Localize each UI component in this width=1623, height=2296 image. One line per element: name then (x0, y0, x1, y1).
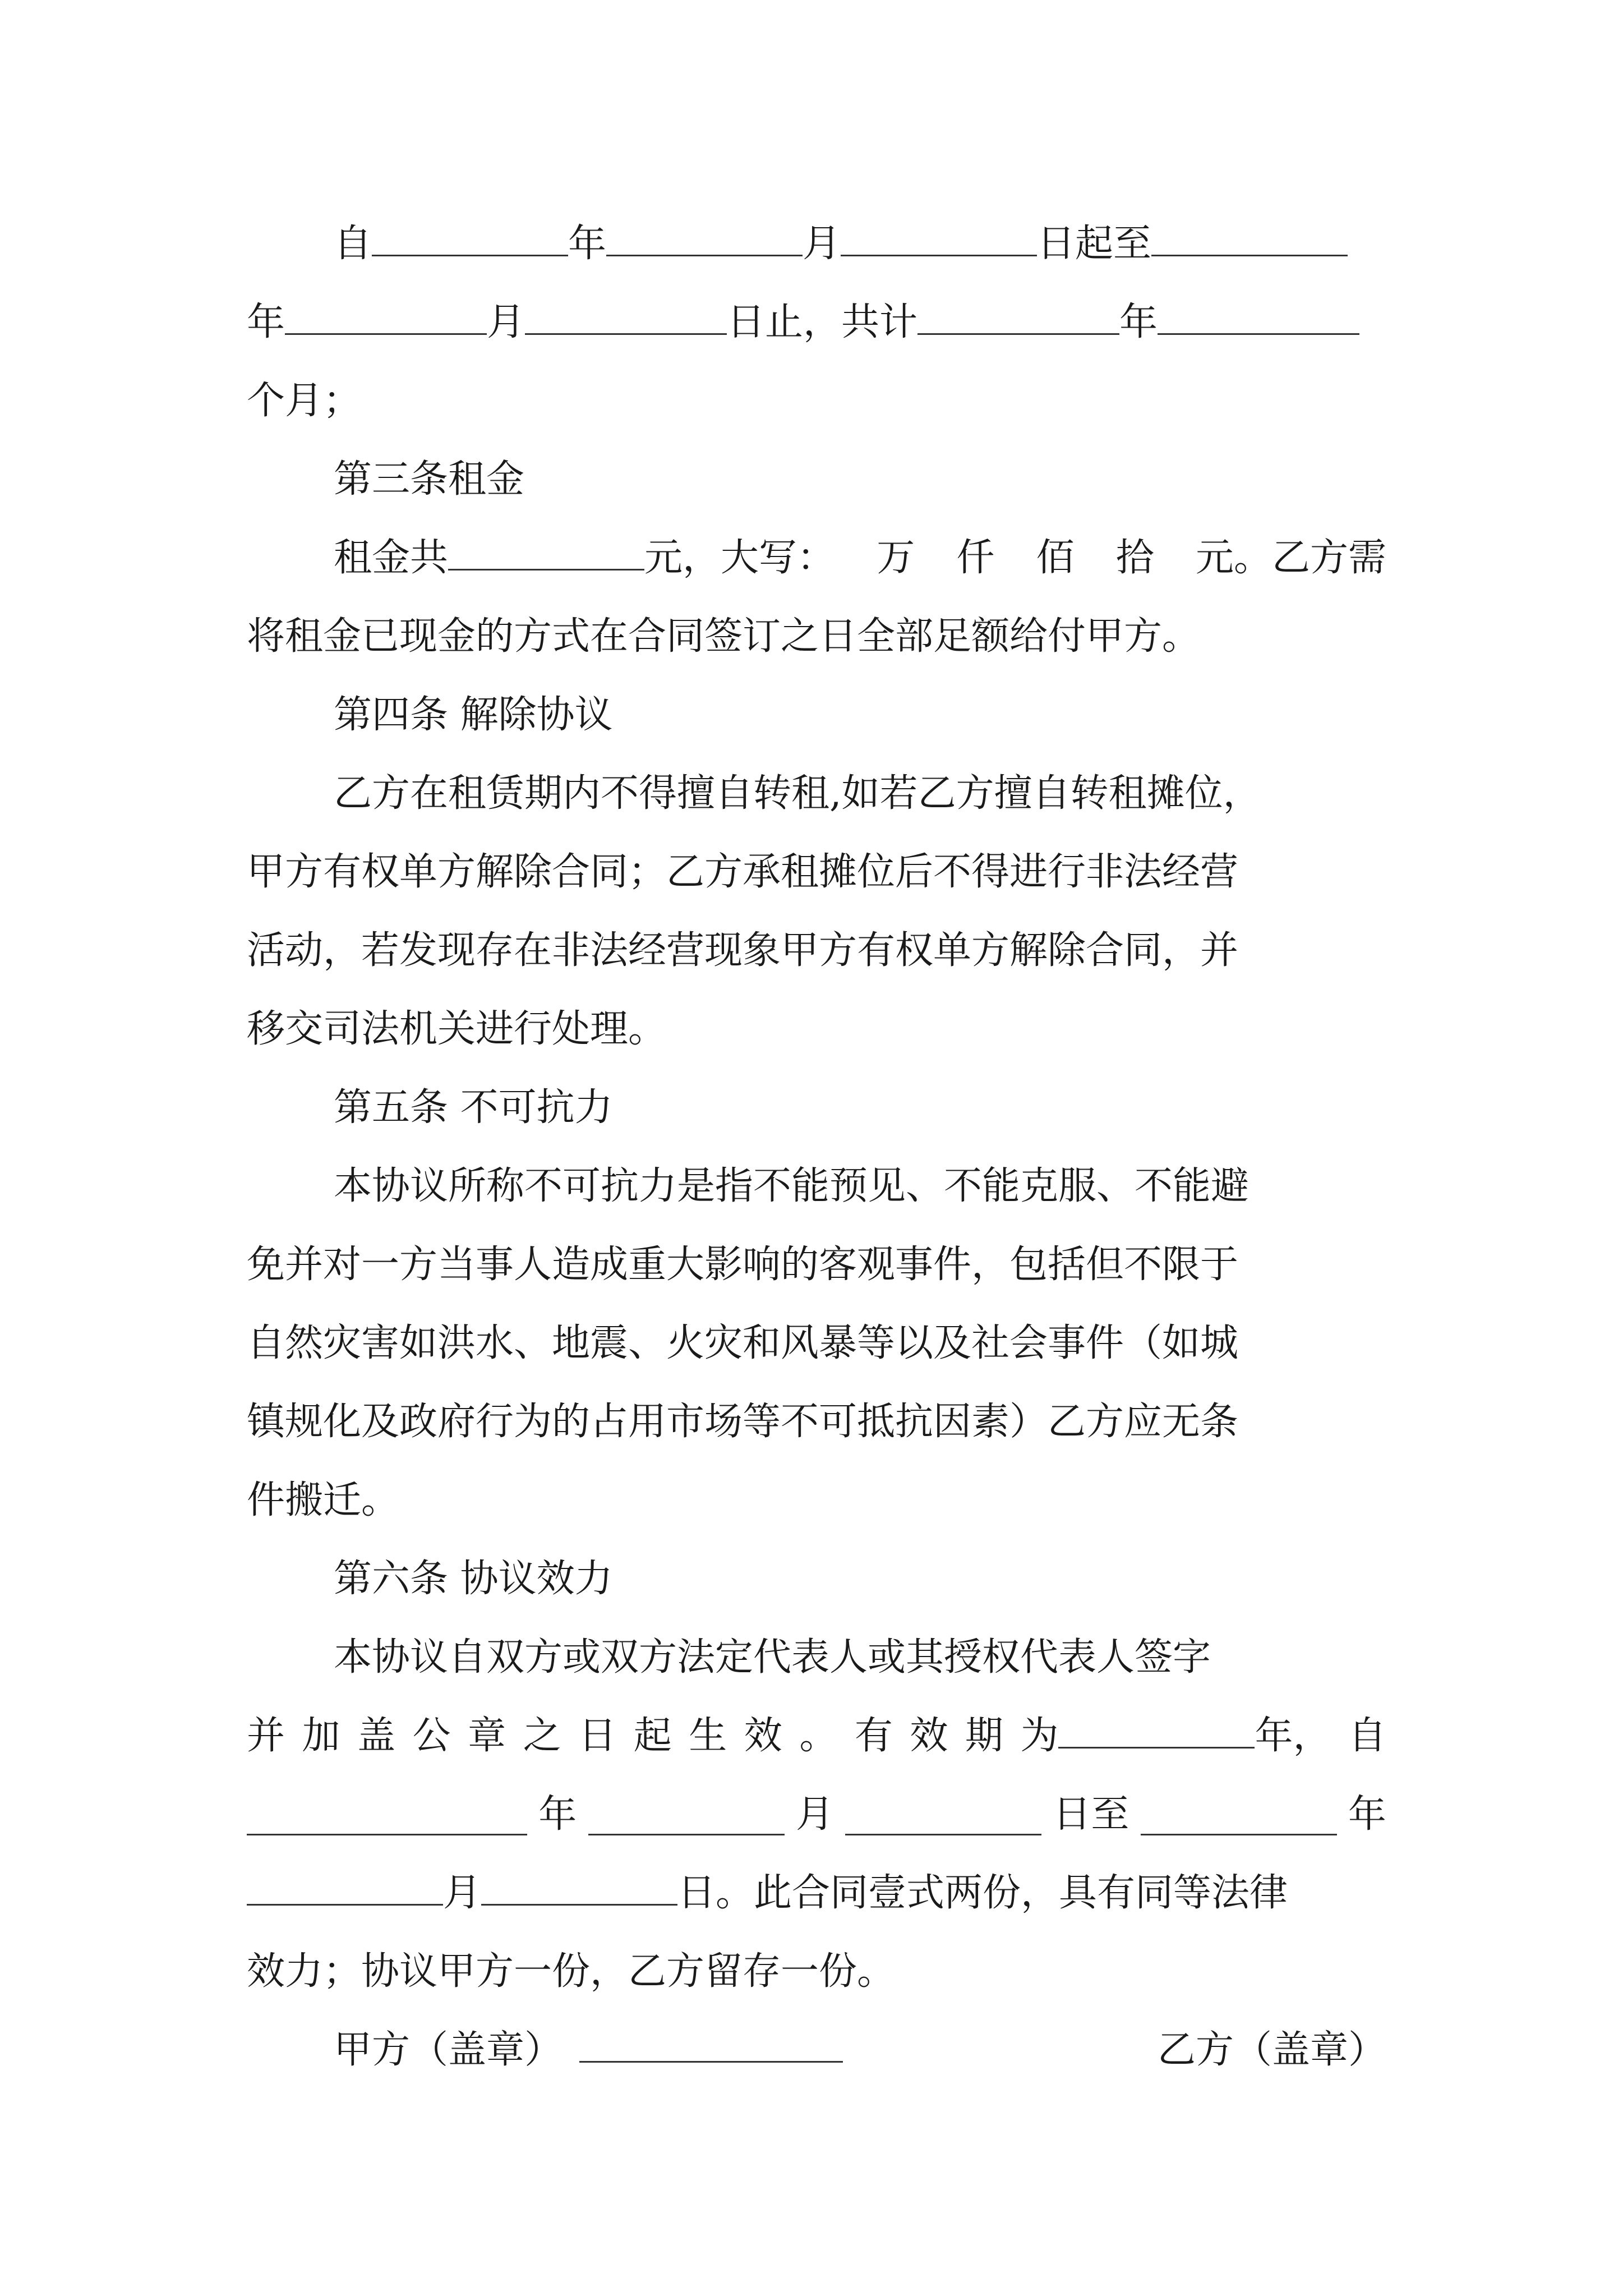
article-6-line-4 (247, 1854, 1386, 1932)
article-4-line: 乙方在租赁期内不得擅自转租,如若乙方擅自转租摊位， (334, 771, 1261, 816)
char: 生 (689, 1714, 727, 1758)
rent-unit: 元。乙方需 (1195, 536, 1386, 580)
term-text: 年 (568, 222, 607, 266)
party-b-label: 乙方（盖章） (1157, 2028, 1386, 2072)
term-line-2 (247, 283, 1386, 362)
char: 盖 (357, 1714, 396, 1758)
char: 起 (633, 1714, 672, 1758)
blank-field[interactable] (285, 294, 487, 335)
rent-amount-field[interactable] (448, 530, 644, 570)
term-text: 日。此合同壹式两份，具有同等法律 (677, 1871, 1288, 1915)
blank-field[interactable] (606, 215, 803, 256)
article-4-line: 甲方有权单方解除合同；乙方承租摊位后不得进行非法经营 (247, 850, 1239, 894)
char: 加 (302, 1714, 340, 1758)
term-text: 自 (334, 222, 372, 266)
term-text: 月 (443, 1871, 482, 1915)
char: 章 (468, 1714, 506, 1758)
char: 效 (744, 1714, 782, 1758)
char: 效 (910, 1714, 948, 1758)
blank-field[interactable] (1141, 1795, 1337, 1835)
char: 年， (1255, 1714, 1331, 1758)
blank-field[interactable] (247, 1795, 527, 1835)
blank-field[interactable] (917, 294, 1119, 335)
party-b-signature (1158, 2011, 1386, 2090)
char: 并 (247, 1714, 285, 1758)
term-line-3: 个月； (247, 379, 362, 423)
term-text: 月 (487, 300, 525, 344)
article-3-line-1 (247, 519, 1386, 597)
article-6-line-2 (247, 1697, 1386, 1775)
char: 之 (523, 1714, 561, 1758)
article-5-line: 本协议所称不可抗力是指不能预见、不能克服、不能避 (334, 1164, 1249, 1208)
blank-field[interactable] (525, 294, 727, 335)
rent-label: 元，大写： (644, 536, 836, 580)
article-5-line: 免并对一方当事人造成重大影响的客观事件，包括但不限于 (247, 1243, 1239, 1287)
char: 有 (854, 1714, 893, 1758)
term-text: 月 (795, 1792, 834, 1837)
rent-unit: 佰 (1036, 536, 1075, 580)
rent-unit: 万 (877, 536, 915, 580)
char: 为 (1020, 1714, 1059, 1758)
term-text: 月 (803, 222, 841, 266)
rent-unit: 拾 (1115, 536, 1154, 580)
article-4-line: 移交司法机关进行处理。 (247, 1007, 667, 1051)
rent-label: 租金共 (334, 536, 449, 580)
blank-field[interactable] (1158, 294, 1359, 335)
article-6-line-3 (247, 1775, 1386, 1854)
term-text: 年 (1119, 300, 1158, 344)
blank-field[interactable] (372, 215, 568, 256)
term-line-1 (247, 205, 1386, 283)
article-3-title: 第三条租金 (334, 457, 525, 501)
char: 公 (412, 1714, 451, 1758)
rent-unit: 仟 (956, 536, 995, 580)
party-a-signature-field[interactable] (579, 2022, 843, 2063)
term-text: 日起至 (1037, 222, 1152, 266)
article-6-line-5: 效力；协议甲方一份，乙方留存一份。 (247, 1949, 896, 1994)
article-4-line: 活动，若发现存在非法经营现象甲方有权单方解除合同，并 (247, 928, 1239, 973)
article-3-line-2: 将租金已现金的方式在合同签订之日全部足额给付甲方。 (247, 614, 1201, 659)
blank-field[interactable] (247, 1865, 443, 1906)
term-text: 年 (1348, 1792, 1386, 1837)
article-5-title: 第五条 不可抗力 (334, 1085, 613, 1130)
term-text: 日至 (1053, 1792, 1129, 1837)
article-6-title: 第六条 协议效力 (334, 1557, 613, 1601)
blank-field[interactable] (845, 1795, 1041, 1835)
term-text: 年 (538, 1792, 577, 1837)
validity-years-field[interactable] (1058, 1708, 1255, 1749)
term-text: 日止，共计 (727, 300, 918, 344)
char: 自 (1348, 1714, 1386, 1758)
blank-field[interactable] (1151, 215, 1348, 256)
article-5-line: 自然灾害如洪水、地震、火灾和风暴等以及社会事件（如城 (247, 1321, 1239, 1365)
blank-field[interactable] (588, 1795, 785, 1835)
party-a-signature (334, 2011, 843, 2090)
char: 期 (965, 1714, 1003, 1758)
article-6-line: 本协议自双方或双方法定代表人或其授权代表人签字 (334, 1635, 1211, 1680)
char: 日 (578, 1714, 617, 1758)
article-4-title: 第四条 解除协议 (334, 693, 613, 737)
blank-field[interactable] (841, 215, 1037, 256)
char: 。 (799, 1714, 838, 1758)
term-text: 年 (247, 300, 285, 344)
blank-field[interactable] (481, 1865, 677, 1906)
article-5-line: 镇规化及政府行为的占用市场等不可抵抗因素）乙方应无条 (247, 1400, 1239, 1444)
article-5-line: 件搬迁。 (247, 1478, 400, 1522)
party-a-label: 甲方（盖章） (334, 2028, 563, 2072)
